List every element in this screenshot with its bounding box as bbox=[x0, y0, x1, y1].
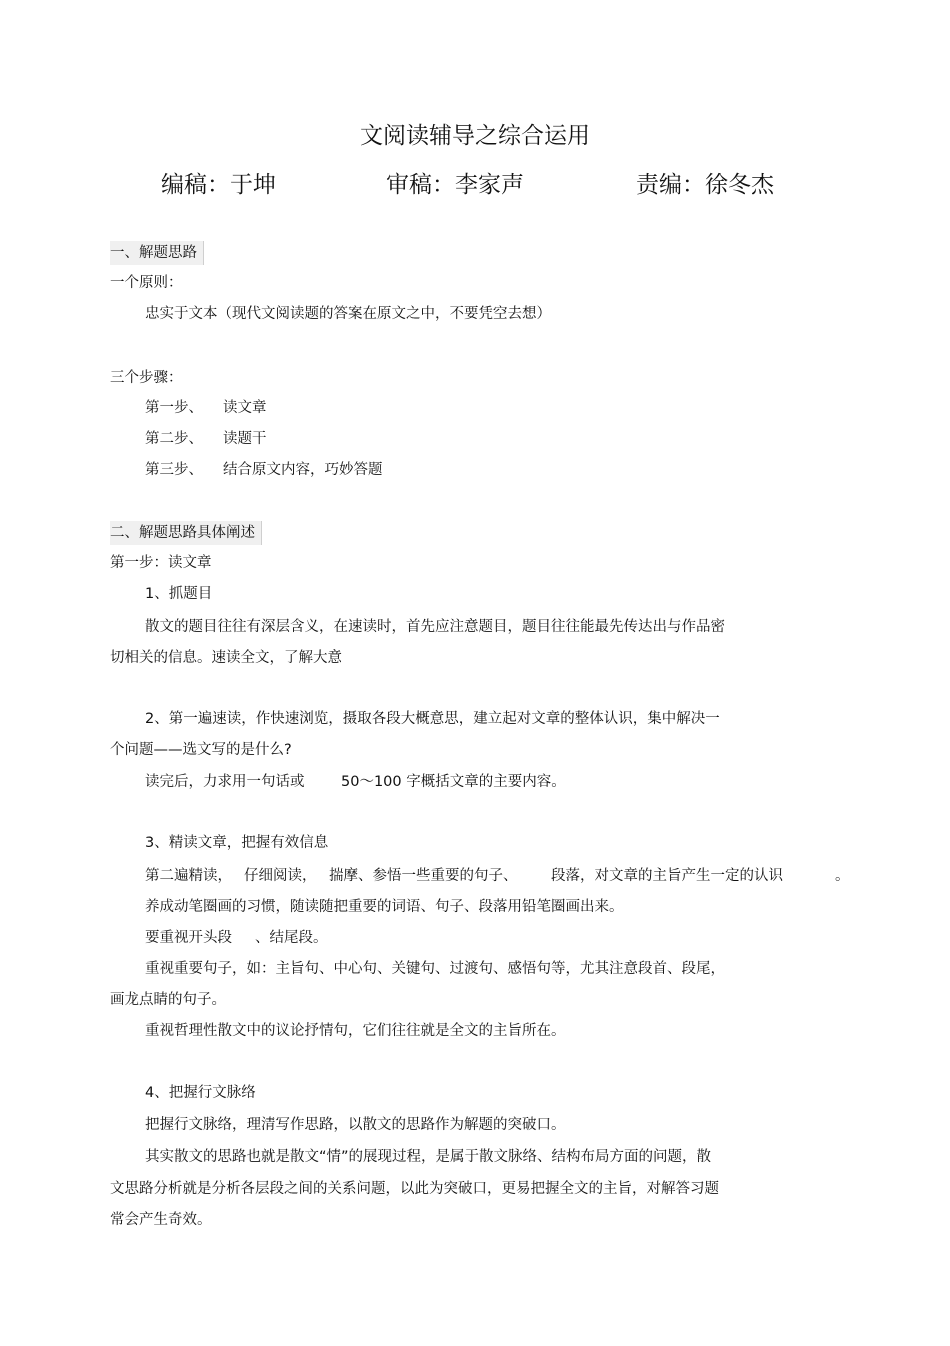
item3-title: 3、精读文章，把握有效信息 bbox=[145, 835, 329, 851]
step1-label: 第一步：读文章 bbox=[110, 555, 212, 571]
paragraph-line: 常会产生奇效。 bbox=[110, 1212, 212, 1228]
steps-label: 三个步骤： bbox=[110, 370, 183, 386]
paragraph-line: 画龙点睛的句子。 bbox=[110, 992, 226, 1008]
paragraph-fragment: 仔细阅读， bbox=[244, 868, 317, 884]
paragraph-line: 重视重要句子，如：主旨句、中心句、关键句、过渡句、感悟句等，尤其注意段首、段尾， bbox=[145, 961, 725, 977]
paragraph-fragment: 第二遍精读， bbox=[145, 868, 232, 884]
paragraph-line: 养成动笔圈画的习惯，随读随把重要的词语、句子、段落用铅笔圈画出来。 bbox=[145, 899, 624, 915]
document-title: 文阅读辅导之综合运用 bbox=[360, 123, 590, 149]
paragraph-line: 散文的题目往往有深层含义，在速读时，首先应注意题目，题目往往能最先传达出与作品密 bbox=[145, 619, 725, 635]
paragraph-line: 文思路分析就是分析各层段之间的关系问题，以此为突破口，更易把握全文的主旨，对解答习题 bbox=[110, 1181, 719, 1197]
step-text: 结合原文内容，巧妙答题 bbox=[223, 462, 383, 478]
item1-title: 1、抓题目 bbox=[145, 586, 213, 602]
section-heading-2: 二、解题思路具体阐述 bbox=[110, 521, 262, 545]
paragraph-line: 切相关的信息。速读全文，了解大意 bbox=[110, 650, 342, 666]
paragraph-line: 其实散文的思路也就是散文“情”的展现过程，是属于散文脉络、结构布局方面的问题，散 bbox=[145, 1149, 712, 1165]
paragraph-fragment: 。 bbox=[835, 868, 850, 884]
step-label: 第三步、 bbox=[145, 462, 203, 478]
item4-title: 4、把握行文脉络 bbox=[145, 1085, 256, 1101]
paragraph-fragment: 揣摩、参悟一些重要的句子、 bbox=[329, 868, 518, 884]
summary-text-b: 50～100 字概括文章的主要内容。 bbox=[341, 774, 566, 790]
step-text: 读文章 bbox=[223, 400, 267, 416]
editor-credit: 编稿：于坤 bbox=[161, 172, 276, 198]
step-text: 读题干 bbox=[223, 431, 267, 447]
principle-label: 一个原则： bbox=[110, 275, 183, 291]
paragraph-fragment: 段落，对文章的主旨产生一定的认识 bbox=[551, 868, 783, 884]
step-label: 第一步、 bbox=[145, 400, 203, 416]
paragraph-line: 重视哲理性散文中的议论抒情句，它们往往就是全文的主旨所在。 bbox=[145, 1023, 566, 1039]
editor-credits bbox=[0, 170, 950, 200]
summary-text-a: 读完后，力求用一句话或 bbox=[145, 774, 305, 790]
paragraph-line: 把握行文脉络，理清写作思路，以散文的思路作为解题的突破口。 bbox=[145, 1117, 566, 1133]
paragraph-line: 2、第一遍速读，作快速浏览，摄取各段大概意思，建立起对文章的整体认识，集中解决一 bbox=[145, 711, 720, 727]
step-label: 第二步、 bbox=[145, 431, 203, 447]
principle-text: 忠实于文本（现代文阅读题的答案在原文之中，不要凭空去想） bbox=[145, 306, 551, 322]
section-heading-1: 一、解题思路 bbox=[110, 241, 204, 265]
paragraph-fragment: 要重视开头段 bbox=[145, 930, 232, 946]
reviewer-credit: 审稿：李家声 bbox=[386, 172, 524, 198]
chief-editor-credit: 责编：徐冬杰 bbox=[636, 172, 774, 198]
paragraph-fragment: 、结尾段。 bbox=[255, 930, 328, 946]
paragraph-line: 个问题——选文写的是什么? bbox=[110, 742, 292, 758]
